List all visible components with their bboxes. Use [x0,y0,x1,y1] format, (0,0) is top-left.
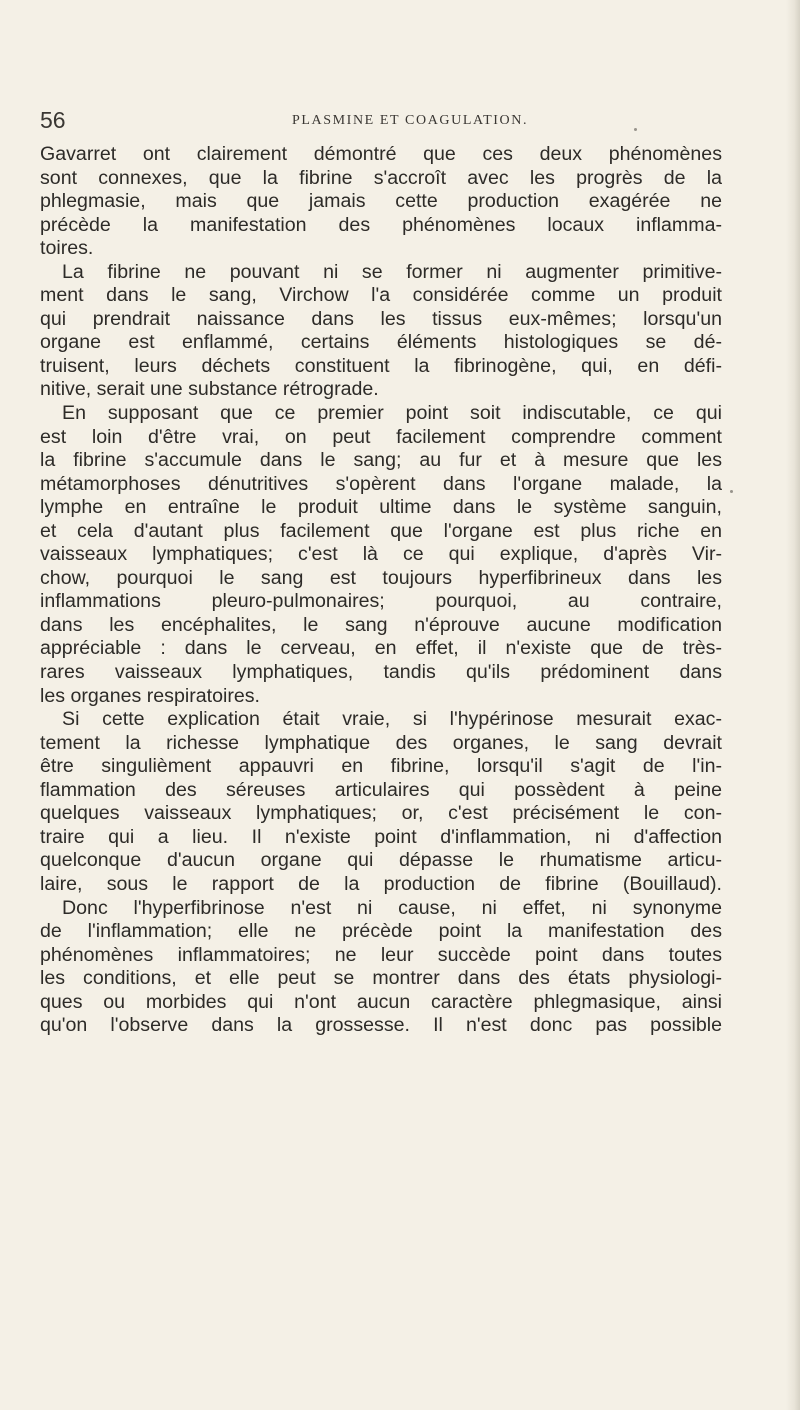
text-line: chow, pourquoi le sang est toujours hyperfibrineux dans les [40,566,722,589]
text-line: qu'on l'observe dans la grossesse. Il n'est donc pas possible [40,1014,722,1037]
text-line: quelques vaisseaux lymphatiques; or, c'est précisément le con- [40,802,722,825]
page-number: 56 [40,107,66,133]
text-line: être singulièment appauvri en fibrine, lorsqu'il s'agit de l'in- [40,755,722,778]
text-line: flammation des séreuses articulaires qui possèdent à peine [40,778,722,801]
text-line: les organes respiratoires. [40,684,260,707]
text-line: tement la richesse lymphatique des organes, le sang devrait [40,731,722,754]
text-line: Gavarret ont clairement démontré que ces deux phénomènes [40,143,722,165]
text-line: Si cette explication était vraie, si l'hypérinose mesurait exac- [62,708,722,731]
text-line: appréciable : dans le cerveau, en effet, il n'existe que de très- [40,637,722,660]
page-edge-shadow [786,0,800,1410]
text-line: phlegmasie, mais que jamais cette production exagérée ne [40,190,722,213]
print-speck [634,128,637,131]
text-line: ment dans le sang, Virchow l'a considérée comme un produit [40,284,722,307]
text-line: organe est enflammé, certains éléments histologiques se dé- [40,331,722,354]
text-line: et cela d'autant plus facilement que l'organe est plus riche en [40,519,722,542]
text-line: truisent, leurs déchets constituent la fibrinogène, qui, en défi- [40,354,722,377]
text-line: lymphe en entraîne le produit ultime dans le système sanguin, [40,496,722,519]
text-line: les conditions, et elle peut se montrer dans des états physiologi- [40,967,722,990]
text-line: laire, sous le rapport de la production de fibrine (Bouillaud). [40,872,722,895]
text-line: dans les encéphalites, le sang n'éprouve aucune modification [40,613,722,636]
text-line: sont connexes, que la fibrine s'accroît avec les progrès de la [40,166,722,189]
running-head: PLASMINE ET COAGULATION. [292,113,529,128]
text-line: précède la manifestation des phénomènes locaux inflamma- [40,213,722,236]
body-text [40,143,722,1038]
text-line: est loin d'être vrai, on peut facilement comprendre comment [40,425,722,448]
text-line: de l'inflammation; elle ne précède point la manifestation des [40,920,722,943]
text-line: inflammations pleuro-pulmonaires; pourquoi, au contraire, [40,590,722,613]
text-line: En supposant que ce premier point soit indiscutable, ce qui [62,402,722,425]
print-speck [730,490,733,493]
text-line: phénomènes inflammatoires; ne leur succède point dans toutes [40,943,722,966]
text-line: vaisseaux lymphatiques; c'est là ce qui explique, d'après Vir- [40,543,722,566]
text-line: Donc l'hyperfibrinose n'est ni cause, ni effet, ni synonyme [62,896,722,919]
text-line: quelconque d'aucun organe qui dépasse le rhumatisme articu- [40,849,722,872]
text-line: toires. [40,237,94,260]
text-line: la fibrine s'accumule dans le sang; au fur et à mesure que les [40,449,722,472]
text-line: rares vaisseaux lymphatiques, tandis qu'ils prédominent dans [40,661,722,684]
text-line: La fibrine ne pouvant ni se former ni augmenter primitive- [62,260,722,283]
text-line: traire qui a lieu. Il n'existe point d'inflammation, ni d'affection [40,825,722,848]
text-line: métamorphoses dénutritives s'opèrent dans l'organe malade, la [40,472,722,495]
text-line: ques ou morbides qui n'ont aucun caractère phlegmasique, ainsi [40,990,722,1013]
page-header [40,106,720,136]
text-line: qui prendrait naissance dans les tissus eux-mêmes; lorsqu'un [40,307,722,330]
text-line: nitive, serait une substance rétrograde. [40,378,379,401]
